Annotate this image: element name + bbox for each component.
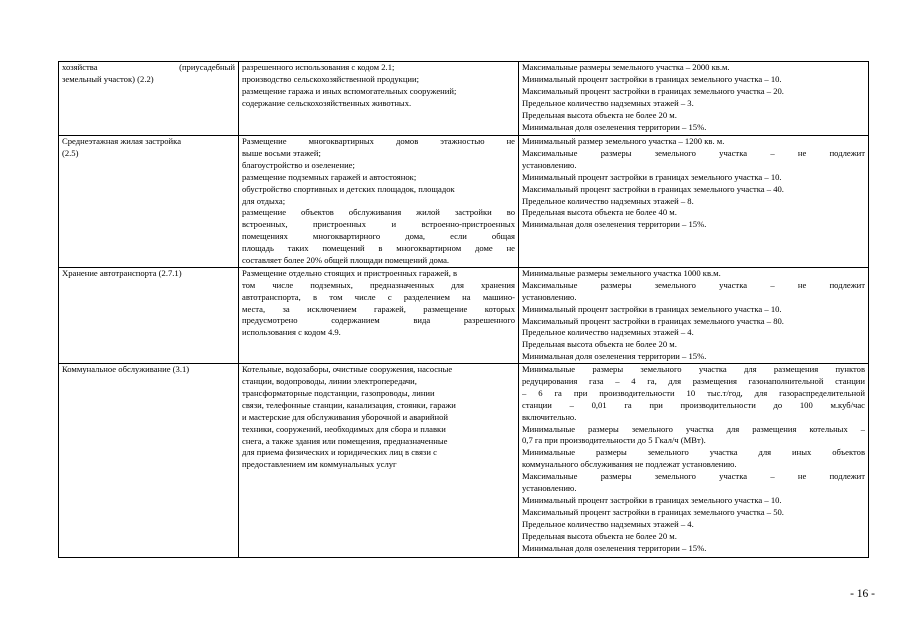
text-line: и мастерские для обслуживания уборочной и аварийной bbox=[242, 411, 448, 422]
text-line: Предельная высота объекта не более 20 м. bbox=[522, 109, 677, 120]
text-line: Предельное количество надземных этажей – 4. bbox=[522, 327, 694, 338]
land-use-name-cell bbox=[59, 136, 239, 268]
text-line: Предельная высота объекта не более 20 м. bbox=[522, 339, 677, 350]
text-line: (2.5) bbox=[62, 147, 79, 158]
land-use-description-cell bbox=[239, 136, 519, 268]
text-line: снега, а также здания или помещения, предназначенные bbox=[242, 435, 448, 446]
land-use-description-cell bbox=[239, 267, 519, 363]
text-line: Минимальная доля озеленения территории – 15%. bbox=[522, 219, 707, 230]
text-line: для отдыха; bbox=[242, 195, 286, 206]
table-row bbox=[59, 364, 869, 558]
text-line: Максимальные размеры земельного участка – не подлежит bbox=[522, 471, 865, 482]
text-line: Предельное количество надземных этажей – 8. bbox=[522, 195, 694, 206]
text-line: станции, водопроводы, линии электропередачи, bbox=[242, 376, 417, 387]
text-line: земельный участок) (2.2) bbox=[62, 73, 154, 84]
text-line: размещение объектов обслуживания жилой застройки во bbox=[242, 207, 515, 218]
text-line: Максимальный процент застройки в границах земельного участка – 50. bbox=[522, 506, 784, 517]
text-line: Минимальный процент застройки в границах земельного участка – 10. bbox=[522, 303, 782, 314]
text-line: установлению. bbox=[522, 291, 577, 302]
text-line: содержание сельскохозяйственных животных. bbox=[242, 97, 412, 108]
text-line: Предельная высота объекта не более 40 м. bbox=[522, 207, 677, 218]
text-line: включительно. bbox=[522, 411, 577, 422]
text-line: составляет более 20% общей площади помещений дома. bbox=[242, 254, 450, 265]
text-line: станции – 0,01 га при производительности до 100 м.куб/час bbox=[522, 399, 865, 410]
text-line: площадь таких помещений в многоквартирном доме не bbox=[242, 243, 515, 254]
text-line: Минимальный процент застройки в границах земельного участка – 10. bbox=[522, 494, 782, 505]
text-line: производство сельскохозяйственной продукции; bbox=[242, 73, 420, 84]
text-line: Максимальные размеры земельного участка – не подлежит bbox=[522, 279, 865, 290]
text-line: использования с кодом 4.9. bbox=[242, 327, 341, 338]
text-line: автотранспорта, в том числе с разделением на машино- bbox=[242, 291, 515, 302]
text-line: Котельные, водозаборы, очистные сооружения, насосные bbox=[242, 364, 453, 375]
text-line: том числе подземных, предназначенных для хранения bbox=[242, 279, 515, 290]
text-line: техники, сооружений, необходимых для сбора и плавки bbox=[242, 423, 446, 434]
table-row bbox=[59, 267, 869, 363]
text-line: Минимальная доля озеленения территории – 15%. bbox=[522, 351, 707, 362]
text-line: Хранение автотранспорта (2.7.1) bbox=[62, 267, 182, 278]
text-line: разрешенного использования с кодом 2.1; bbox=[242, 62, 395, 72]
text-line: Максимальные размеры земельного участка – 2000 кв.м. bbox=[522, 62, 730, 72]
text-line: Предельная высота объекта не более 20 м. bbox=[522, 530, 677, 541]
text-line: Минимальный процент застройки в границах земельного участка – 10. bbox=[522, 73, 782, 84]
text-line: Минимальные размеры земельного участка для размещения котельных – bbox=[522, 423, 865, 434]
text-line: Минимальные размеры земельного участка 1000 кв.м. bbox=[522, 267, 721, 278]
text-line: предоставлением им коммунальных услуг bbox=[242, 459, 397, 470]
text-line: Минимальные размеры земельного участка для размещения пунктов bbox=[522, 364, 865, 375]
text-line: установлению. bbox=[522, 483, 577, 494]
text-line: места, за исключением гаражей, размещение которых bbox=[242, 303, 515, 314]
table-row bbox=[59, 136, 869, 268]
text-line: коммунального обслуживания не подлежат установлению. bbox=[522, 459, 737, 470]
text-line: установлению. bbox=[522, 159, 577, 170]
zoning-table bbox=[58, 61, 869, 558]
text-line: редуцирования газа – 4 га, для размещения газонаполнительной станции bbox=[522, 376, 865, 387]
page-number: - 16 - bbox=[850, 588, 875, 600]
text-line: помещениях многоквартирного дома, если общая bbox=[242, 231, 515, 242]
text-line: размещение гаража и иных вспомогательных сооружений; bbox=[242, 85, 457, 96]
text-line: выше восьми этажей; bbox=[242, 147, 321, 158]
text-line: Предельное количество надземных этажей – 3. bbox=[522, 97, 694, 108]
text-line: Минимальный процент застройки в границах земельного участка – 10. bbox=[522, 171, 782, 182]
text-line: трансформаторные подстанции, газопроводы, линии bbox=[242, 387, 435, 398]
text-line: Минимальный размер земельного участка – 1200 кв. м. bbox=[522, 136, 725, 146]
text-line: Размещение многоквартирных домов этажностью не bbox=[242, 136, 515, 146]
land-use-parameters-cell bbox=[519, 136, 869, 268]
text-line: для приема физических и юридических лиц в связи с bbox=[242, 447, 437, 458]
text-line: хозяйства (приусадебный bbox=[62, 62, 235, 72]
text-line: 0,7 га при производительности до 5 Гкал/ч (МВт). bbox=[522, 435, 706, 446]
text-line: Минимальные размеры земельного участка для иных объектов bbox=[522, 447, 865, 458]
text-line: связи, телефонные станции, канализация, стоянки, гаражи bbox=[242, 399, 456, 410]
text-line: Максимальный процент застройки в границах земельного участка – 40. bbox=[522, 183, 784, 194]
text-line: Максимальные размеры земельного участка – не подлежит bbox=[522, 147, 865, 158]
text-line: Размещение отдельно стоящих и пристроенных гаражей, в bbox=[242, 267, 458, 278]
land-use-parameters-cell bbox=[519, 364, 869, 558]
text-line: Максимальный процент застройки в границах земельного участка – 80. bbox=[522, 315, 784, 326]
text-line: – 6 га при производительности 10 тыс.т/год, для газораспределительной bbox=[522, 387, 865, 398]
text-line: предусмотрено содержанием вида разрешенного bbox=[242, 315, 515, 326]
land-use-parameters-cell bbox=[519, 267, 869, 363]
text-line: размещение подземных гаражей и автостоянок; bbox=[242, 171, 417, 182]
text-line: встроенных, пристроенных и встроенно-пристроенных bbox=[242, 219, 515, 230]
text-line: Максимальный процент застройки в границах земельного участка – 20. bbox=[522, 85, 784, 96]
land-use-description-cell bbox=[239, 364, 519, 558]
text-line: благоустройство и озеленение; bbox=[242, 159, 355, 170]
text-line: Предельное количество надземных этажей – 4. bbox=[522, 518, 694, 529]
land-use-name-cell bbox=[59, 364, 239, 558]
land-use-name-cell bbox=[59, 267, 239, 363]
text-line: Минимальная доля озеленения территории – 15%. bbox=[522, 542, 707, 553]
text-line: Коммунальное обслуживание (3.1) bbox=[62, 364, 190, 375]
text-line: Минимальная доля озеленения территории – 15%. bbox=[522, 121, 707, 132]
table-row bbox=[59, 62, 869, 136]
land-use-description-cell bbox=[239, 62, 519, 136]
text-line: обустройство спортивных и детских площадок, площадок bbox=[242, 183, 455, 194]
land-use-name-cell bbox=[59, 62, 239, 136]
text-line: Среднеэтажная жилая застройка bbox=[62, 136, 182, 146]
land-use-parameters-cell bbox=[519, 62, 869, 136]
